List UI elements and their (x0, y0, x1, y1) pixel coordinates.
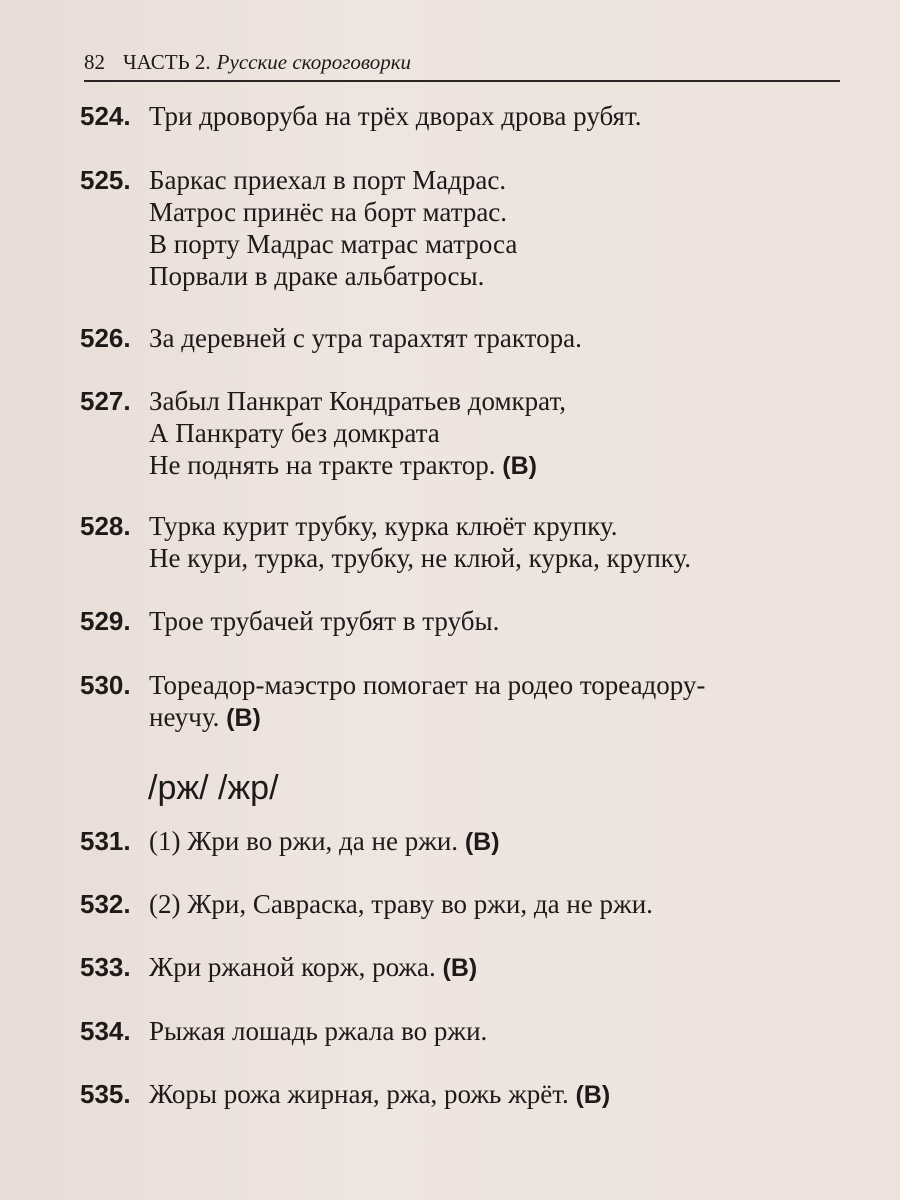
entry-line: Не кури, турка, трубку, не клюй, курка, крупку. (149, 543, 692, 573)
entry-line: Баркас приехал в порт Мадрас. (149, 165, 507, 195)
entry-number: 530. (80, 670, 131, 700)
running-header (84, 48, 840, 82)
entry-line: неучу. (149, 702, 220, 732)
entry-line: Турка курит трубку, курка клюёт крупку. (149, 511, 618, 541)
entry-line: За деревней с утра тарахтят трактора. (149, 323, 582, 353)
entry-line: Трое трубачей трубят в трубы. (149, 606, 500, 636)
entry-number: 535. (80, 1079, 131, 1109)
entry-line: Жоры рожа жирная, ржа, рожь жрёт. (149, 1079, 569, 1109)
variant-mark: (В) (464, 828, 500, 856)
variant-mark: (В) (575, 1081, 611, 1109)
variant-mark: (В) (502, 452, 537, 480)
entry-number: 528. (80, 511, 131, 541)
part-label: ЧАСТЬ 2. (123, 50, 211, 74)
entry-number: 533. (80, 952, 131, 982)
entry-line: Тореадор-маэстро помогает на родео тореадору- (149, 670, 706, 700)
entry-number: 532. (80, 889, 131, 919)
entry-line: Рыжая лошадь ржала во ржи. (149, 1016, 488, 1046)
entry-number: 527. (80, 386, 131, 416)
variant-mark: (В) (442, 954, 478, 982)
entry-line: Жри ржаной корж, рожа. (149, 952, 436, 982)
entry-line: Не поднять на тракте трактор. (149, 450, 496, 480)
variant-mark: (В) (226, 704, 261, 732)
entry-number: 524. (80, 101, 131, 131)
entry-line: А Панкрату без домкрата (149, 418, 440, 448)
entry-number: 534. (80, 1016, 131, 1046)
entry-number: 531. (80, 826, 131, 856)
section-heading: /рж/ /жр/ (148, 769, 279, 807)
entry-line: В порту Мадрас матрас матроса (149, 229, 518, 259)
entry-line: (2) Жри, Савраска, траву во ржи, да не ржи. (149, 889, 653, 919)
page-number: 82 (84, 50, 105, 74)
entry-line: Забыл Панкрат Кондратьев домкрат, (149, 386, 566, 416)
entry-number: 526. (80, 323, 131, 353)
entry-number: 525. (80, 165, 131, 195)
chapter-subtitle: Русские скороговорки (216, 50, 412, 74)
entry-line: (1) Жри во ржи, да не ржи. (149, 826, 459, 856)
entry-line: Три дроворуба на трёх дворах дрова рубят. (149, 101, 642, 131)
entry-number: 529. (80, 606, 131, 636)
entry-line: Матрос принёс на борт матрас. (149, 197, 508, 227)
entry-line: Порвали в драке альбатросы. (149, 261, 485, 291)
